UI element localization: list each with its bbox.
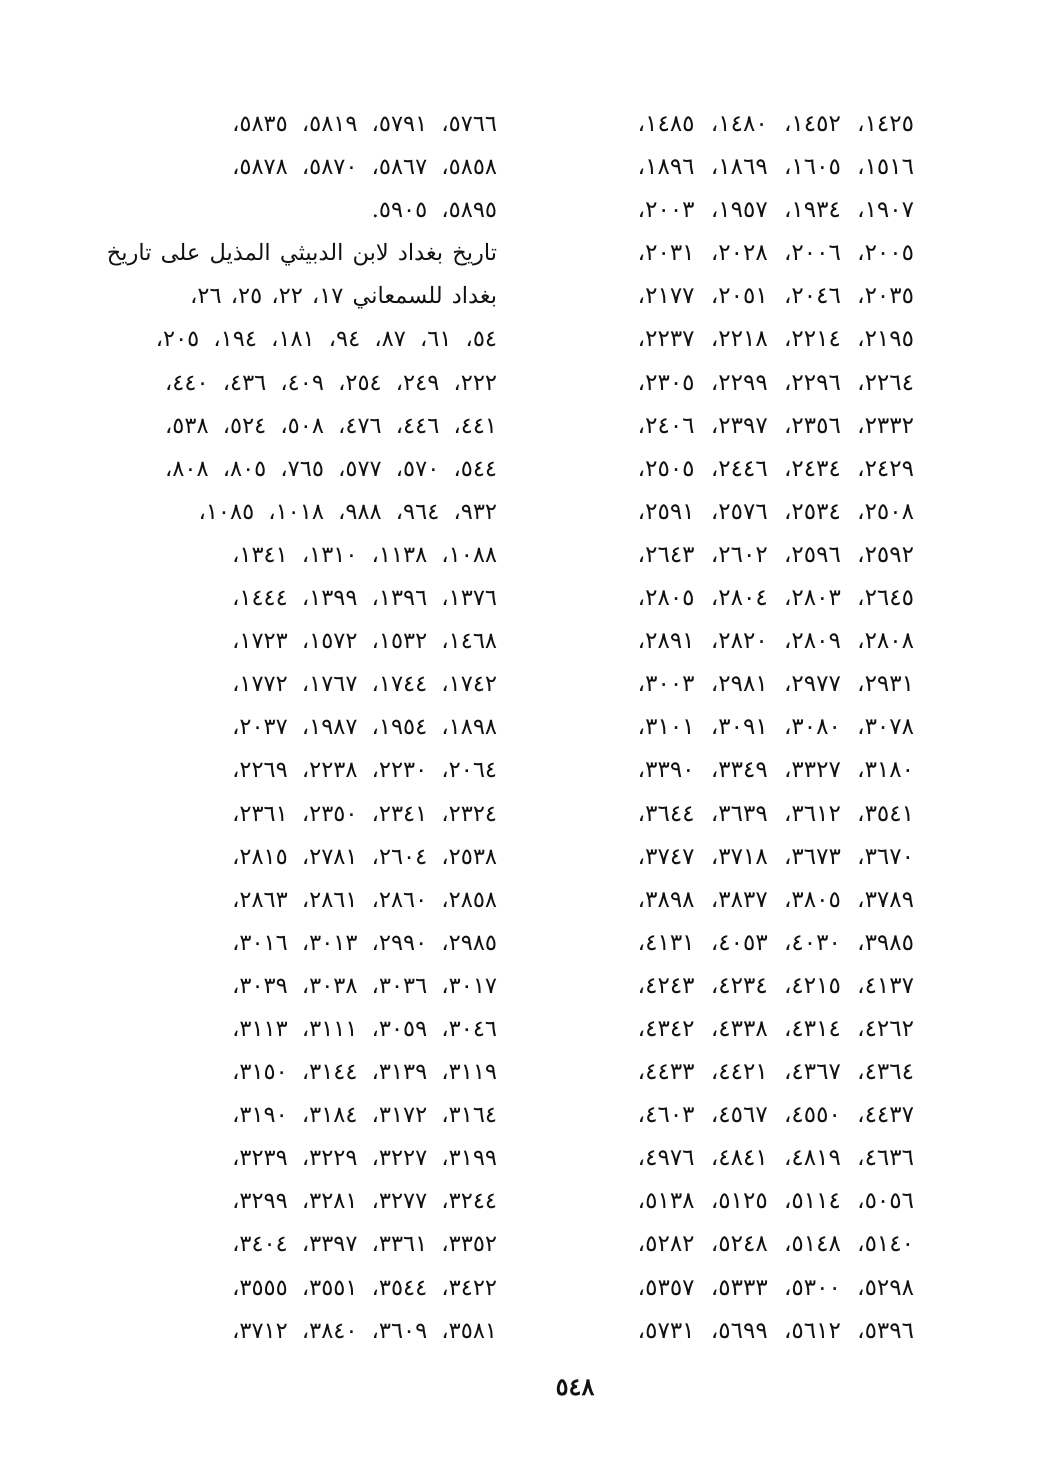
index-line: ٢٨٥٨، ٢٨٦٠، ٢٨٦١، ٢٨٦٣، [232, 886, 497, 913]
index-line: ٢٠٠٥، ٢٠٠٦، ٢٠٢٨، ٢٠٣١، [637, 240, 914, 267]
index-line: ٤٤١، ٤٤٦، ٤٧٦، ٥٠٨، ٥٢٤، ٥٣٨، [165, 412, 497, 439]
index-line: ٥١٤٠، ٥١٤٨، ٥٢٤٨، ٥٢٨٢، [637, 1231, 914, 1258]
index-line: ١٤٦٨، ١٥٣٢، ١٥٧٢، ١٧٢٣، [232, 628, 497, 655]
index-line: ٥٤٤، ٥٧٠، ٥٧٧، ٧٦٥، ٨٠٥، ٨٠٨، [165, 455, 497, 482]
index-line: ٣٠٧٨، ٣٠٨٠، ٣٠٩١، ٣١٠١، [637, 714, 914, 741]
index-line: ٢١٩٥، ٢٢١٤، ٢٢١٨، ٢٢٣٧، [637, 326, 914, 353]
index-line: ٢٢٦٤، ٢٢٩٦، ٢٢٩٩، ٢٣٠٥، [637, 369, 914, 396]
index-line: ٢٠٦٤، ٢٢٣٠، ٢٢٣٨، ٢٢٦٩، [232, 757, 497, 784]
index-line: ٢٥٠٨، ٢٥٣٤، ٢٥٧٦، ٢٥٩١، [637, 498, 914, 525]
index-line: ١٤٢٥، ١٤٥٢، ١٤٨٠، ١٤٨٥، [637, 111, 914, 137]
index-line: ٣٧٨٩، ٣٨٠٥، ٣٨٣٧، ٣٨٩٨، [637, 886, 914, 913]
index-line: ٣٥٤١، ٣٦١٢، ٣٦٣٩، ٣٦٤٤، [637, 800, 914, 827]
index-line: ٥٣٩٦، ٥٦١٢، ٥٦٩٩، ٥٧٣١، [637, 1317, 914, 1344]
index-entry-heading-continued: بغداد للسمعاني ١٧، ٢٢، ٢٥، ٢٦، [190, 283, 497, 310]
index-line: ٢٩٨٥، ٢٩٩٠، ٣٠١٣، ٣٠١٦، [232, 929, 497, 956]
index-line: ٢٢٢، ٢٤٩، ٢٥٤، ٤٠٩، ٤٣٦، ٤٤٠، [165, 369, 497, 396]
index-line: ١٣٧٦، ١٣٩٦، ١٣٩٩، ١٤٤٤، [232, 585, 497, 612]
index-line: ٤٢٦٢، ٤٣١٤، ٤٣٣٨، ٤٣٤٢، [637, 1015, 914, 1042]
index-line: ٤١٣٧، ٤٢١٥، ٤٢٣٤، ٤٢٤٣، [637, 972, 914, 999]
index-line: ٥٤، ٦١، ٨٧، ٩٤، ١٨١، ١٩٤، ٢٠٥، [155, 326, 497, 353]
index-line: ٥٠٥٦، ٥١١٤، ٥١٢٥، ٥١٣٨، [637, 1188, 914, 1215]
index-line: ١٠٨٨، ١١٣٨، ١٣١٠، ١٣٤١، [232, 541, 497, 568]
index-column-left [105, 103, 497, 1353]
index-line: ٣٠٤٦، ٣٠٥٩، ٣١١١، ٣١١٣، [232, 1015, 497, 1042]
index-line: ٣٤٢٢، ٣٥٤٤، ٣٥٥١، ٣٥٥٥، [232, 1274, 497, 1301]
index-line: ٣٥٨١، ٣٦٠٩، ٣٨٤٠، ٣٧١٢، [232, 1317, 497, 1344]
index-line: ١٧٤٢، ١٧٤٤، ١٧٦٧، ١٧٧٢، [232, 671, 497, 698]
page-number: ٥٤٨ [555, 1372, 595, 1401]
index-line: ٥٨٩٥، ٥٩٠٥. [371, 197, 497, 224]
index-line: ٣١٦٤، ٣١٧٢، ٣١٨٤، ٣١٩٠، [232, 1102, 497, 1129]
index-line: ٢٥٩٢، ٢٥٩٦، ٢٦٠٢، ٢٦٤٣، [637, 541, 914, 568]
index-entry-heading: تاريخ بغداد لابن الدبيثي المذيل على تاريخ [106, 240, 497, 267]
index-line: ٢٣٣٢، ٢٣٥٦، ٢٣٩٧، ٢٤٠٦، [637, 412, 914, 439]
index-line: ٢٣٢٤، ٢٣٤١، ٢٣٥٠، ٢٣٦١، [232, 800, 497, 827]
index-line: ٢٩٣١، ٢٩٧٧، ٢٩٨١، ٣٠٠٣، [637, 671, 914, 698]
index-line: ٢٨٠٨، ٢٨٠٩، ٢٨٢٠، ٢٨٩١، [637, 628, 914, 655]
index-line: ٢٦٤٥، ٢٨٠٣، ٢٨٠٤، ٢٨٠٥، [637, 585, 914, 612]
index-line: ١٨٩٨، ١٩٥٤، ١٩٨٧، ٢٠٣٧، [232, 714, 497, 741]
index-line: ٢٥٣٨، ٢٦٠٤، ٢٧٨١، ٢٨١٥، [232, 843, 497, 870]
index-line: ٥٨٥٨، ٥٨٦٧، ٥٨٧٠، ٥٨٧٨، [232, 154, 497, 181]
index-line: ٣١٩٩، ٣٢٢٧، ٣٢٢٩، ٣٢٣٩، [232, 1145, 497, 1172]
index-line: ٣٠١٧، ٣٠٣٦، ٣٠٣٨، ٣٠٣٩، [232, 972, 497, 999]
index-line: ٣١٨٠، ٣٣٢٧، ٣٣٤٩، ٣٣٩٠، [637, 757, 914, 784]
index-line: ٤٤٣٧، ٤٥٥٠، ٤٥٦٧، ٤٦٠٣، [637, 1102, 914, 1129]
index-line: ٥٧٦٦، ٥٧٩١، ٥٨١٩، ٥٨٣٥، [232, 111, 497, 137]
index-line: ٩٣٢، ٩٦٤، ٩٨٨، ١٠١٨، ١٠٨٥، [198, 498, 497, 525]
index-line: ٢٤٢٩، ٢٤٣٤، ٢٤٤٦، ٢٥٠٥، [637, 455, 914, 482]
index-line: ٣٦٧٠، ٣٦٧٣، ٣٧١٨، ٣٧٤٧، [637, 843, 914, 870]
index-line: ٤٦٣٦، ٤٨١٩، ٤٨٤١، ٤٩٧٦، [637, 1145, 914, 1172]
index-line: ٤٣٦٤، ٤٣٦٧، ٤٤٢١، ٤٤٣٣، [637, 1059, 914, 1086]
index-line: ٣٢٤٤، ٣٢٧٧، ٣٢٨١، ٣٢٩٩، [232, 1188, 497, 1215]
index-line: ١٥١٦، ١٦٠٥، ١٨٦٩، ١٨٩٦، [637, 154, 914, 181]
index-line: ٥٢٩٨، ٥٣٠٠، ٥٣٣٣، ٥٣٥٧، [637, 1274, 914, 1301]
index-line: ٣٣٥٢، ٣٣٦١، ٣٣٩٧، ٣٤٠٤، [232, 1231, 497, 1258]
index-line: ١٩٠٧، ١٩٣٤، ١٩٥٧، ٢٠٠٣، [637, 197, 914, 224]
index-column-right [574, 103, 914, 1353]
index-line: ٣١١٩، ٣١٣٩، ٣١٤٤، ٣١٥٠، [232, 1059, 497, 1086]
index-line: ٢٠٣٥، ٢٠٤٦، ٢٠٥١، ٢١٧٧، [637, 283, 914, 310]
index-line: ٣٩٨٥، ٤٠٣٠، ٤٠٥٣، ٤١٣١، [637, 929, 914, 956]
